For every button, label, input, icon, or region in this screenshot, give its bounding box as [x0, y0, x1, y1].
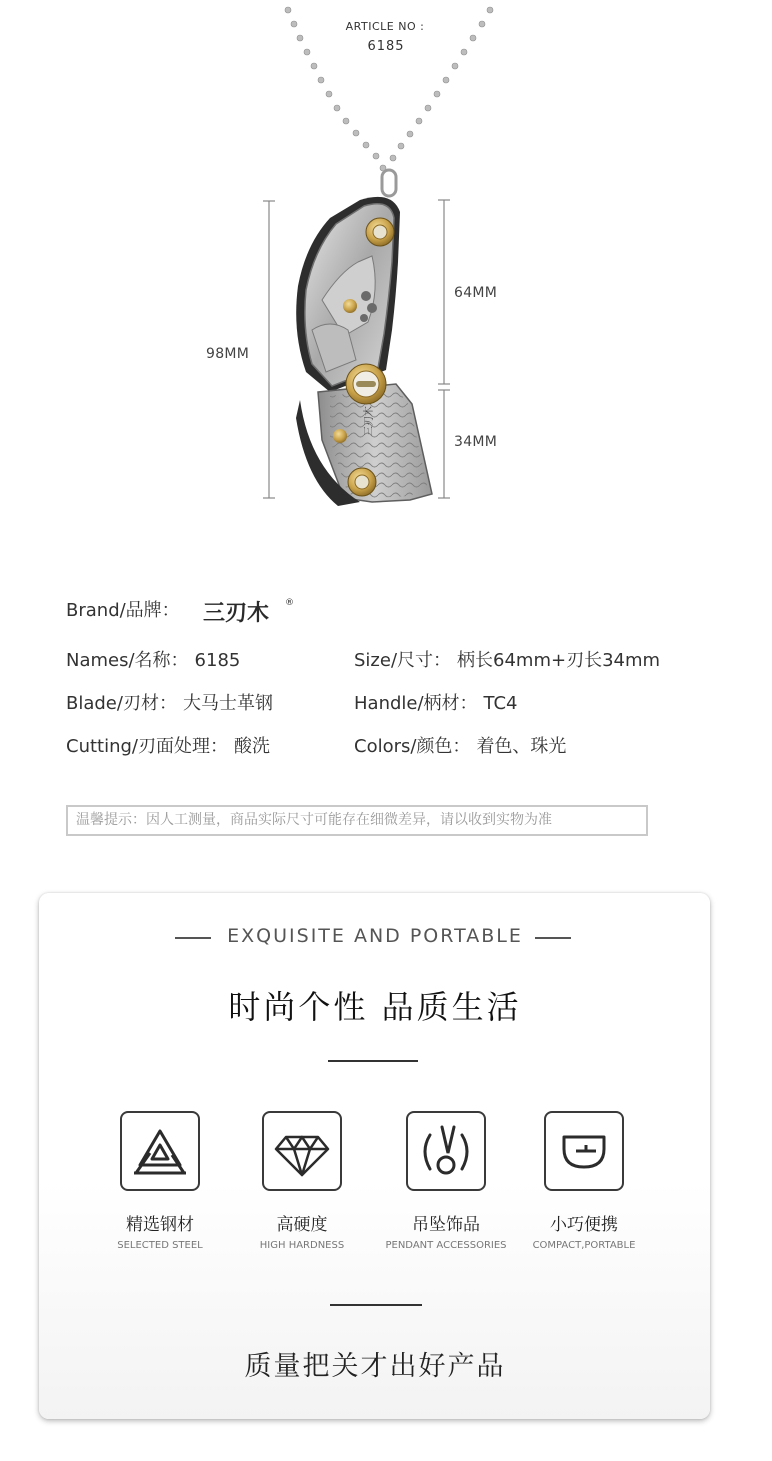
article-number: 6185	[367, 39, 405, 54]
spec-cutting	[66, 736, 270, 758]
blade-engraving: 三刃木	[364, 406, 375, 436]
spec-brand-label: Brand/品牌：	[66, 600, 180, 621]
divider-bottom	[330, 1304, 422, 1306]
spec-brand	[66, 600, 180, 622]
brand-registered-mark: ®	[285, 598, 294, 608]
title-dash-right	[535, 937, 571, 939]
spec-blade-value: 大马士革钢	[182, 693, 273, 714]
spec-colors-value: 着色、珠光	[476, 736, 567, 757]
feature-high-hardness-cn: 高硬度	[276, 1215, 328, 1235]
pendant-ring-icon	[408, 1113, 484, 1189]
card-slogan: 质量把关才出好产品	[244, 1351, 506, 1382]
size-notice: 温馨提示：因人工测量，商品实际尺寸可能存在细微差异，请以收到实物为准	[66, 805, 648, 836]
spec-size	[354, 650, 660, 672]
feature-high-hardness	[262, 1111, 342, 1191]
feature-pendant-accessories-en: PENDANT ACCESSORIES	[385, 1240, 507, 1251]
feature-compact-portable-cn: 小巧便携	[550, 1215, 618, 1235]
spec-handle	[354, 693, 518, 715]
feature-pendant-accessories	[406, 1111, 486, 1191]
compact-pocket-icon	[546, 1113, 622, 1189]
feature-selected-steel	[120, 1111, 200, 1191]
card-english-title: EXQUISITE AND PORTABLE	[227, 925, 523, 947]
spec-cutting-value: 酸洗	[234, 736, 270, 757]
spec-size-label: Size/尺寸：	[354, 650, 452, 671]
dimension-handle-label: 64MM	[454, 285, 498, 301]
card-chinese-title: 时尚个性 品质生活	[228, 988, 522, 1026]
diamond-icon	[264, 1113, 340, 1189]
spec-handle-label: Handle/柄材：	[354, 693, 478, 714]
feature-selected-steel-en: SELECTED STEEL	[117, 1240, 203, 1251]
spec-size-value: 柄长64mm+刃长34mm	[457, 650, 661, 671]
feature-compact-portable-en: COMPACT,PORTABLE	[532, 1240, 636, 1251]
triangle-steel-icon	[122, 1113, 198, 1189]
feature-selected-steel-cn: 精选钢材	[126, 1215, 194, 1235]
feature-compact-portable	[544, 1111, 624, 1191]
chain-left	[285, 7, 386, 171]
spec-names-value: 6185	[194, 650, 241, 671]
spec-colors	[354, 736, 566, 758]
spec-names	[66, 650, 240, 672]
spec-blade-label: Blade/刃材：	[66, 693, 177, 714]
chain-right	[390, 7, 493, 161]
brand-logo	[203, 596, 293, 626]
spec-cutting-label: Cutting/刃面处理：	[66, 736, 228, 757]
spec-handle-value: TC4	[483, 693, 518, 714]
product-image	[0, 0, 750, 560]
dimension-total-label: 98MM	[206, 346, 250, 362]
divider-top	[328, 1060, 418, 1062]
bail-ring	[382, 170, 396, 196]
brand-logo-text: 三刃木	[203, 600, 270, 626]
spec-names-label: Names/名称：	[66, 650, 189, 671]
dimension-blade-label: 34MM	[454, 434, 498, 450]
article-number-label: ARTICLE NO :	[345, 20, 425, 33]
ball-chain	[285, 7, 493, 171]
feature-high-hardness-en: HIGH HARDNESS	[259, 1240, 345, 1251]
spec-colors-label: Colors/颜色：	[354, 736, 471, 757]
spec-blade	[66, 693, 273, 715]
feature-pendant-accessories-cn: 吊坠饰品	[412, 1215, 480, 1235]
